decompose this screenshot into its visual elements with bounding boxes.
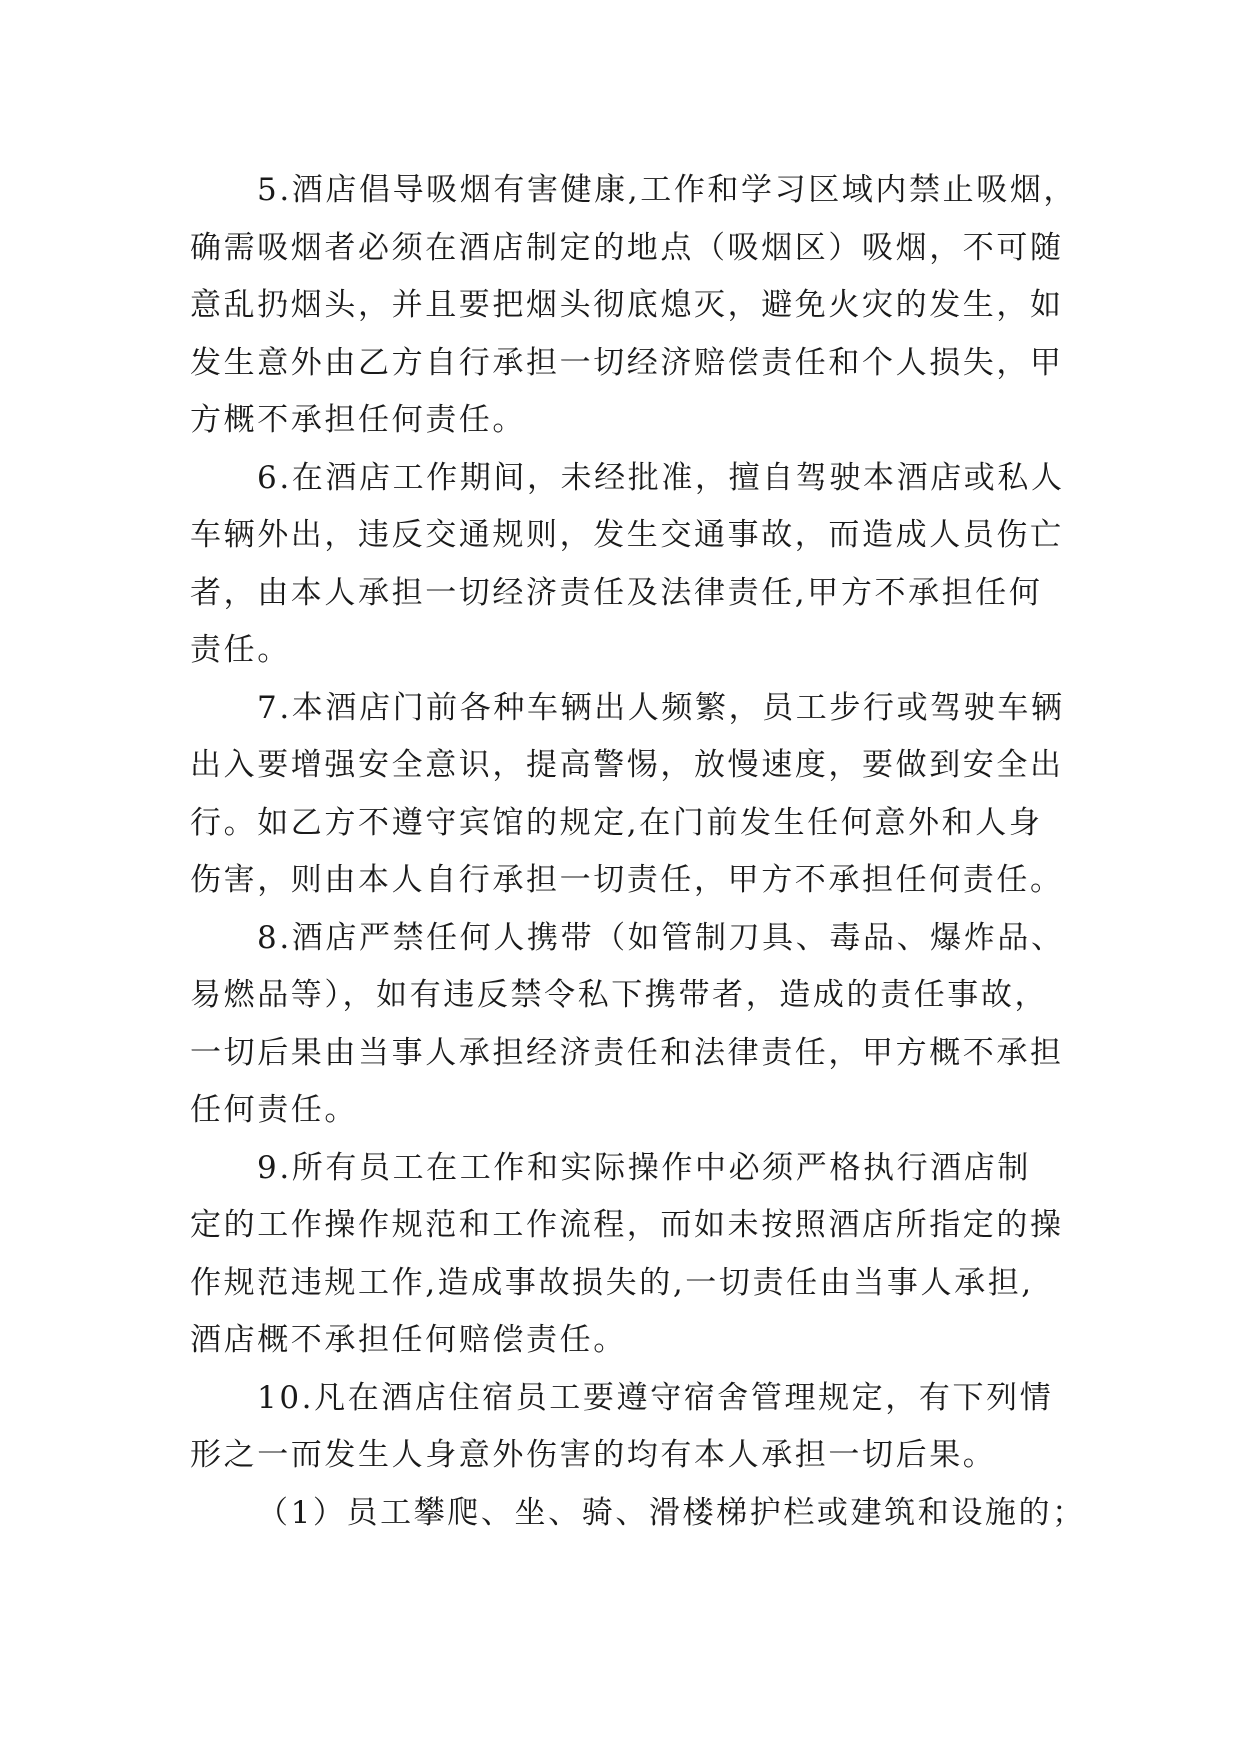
- paragraph-9-line-4: 酒店概不承担任何赔偿责任。: [190, 1322, 627, 1358]
- sub-item-1-line-1: （1）员工攀爬、坐、骑、滑楼梯护栏或建筑和设施的；: [257, 1494, 1086, 1531]
- paragraph-6-line-2: 车辆外出，违反交通规则，发生交通事故，而造成人员伤亡: [190, 517, 1064, 553]
- paragraph-8-line-1: 8.酒店严禁任何人携带（如管制刀具、毒品、爆炸品、: [257, 919, 1065, 956]
- paragraph-8-line-3: 一切后果由当事人承担经济责任和法律责任，甲方概不承担: [190, 1034, 1064, 1071]
- paragraph-6-line-1: 6.在酒店工作期间，未经批准，擅自驾驶本酒店或私人: [257, 459, 1065, 496]
- paragraph-5-line-1: 5.酒店倡导吸烟有害健康,工作和学习区域内禁止吸烟，: [257, 172, 1078, 208]
- paragraph-6-line-4: 责任。: [190, 632, 291, 668]
- paragraph-5-line-3: 意乱扔烟头，并且要把烟头彻底熄灭，避免火灾的发生，如: [190, 287, 1064, 323]
- paragraph-5-line-4: 发生意外由乙方自行承担一切经济赔偿责任和个人损失，甲: [190, 344, 1064, 381]
- paragraph-7-line-4: 伤害，则由本人自行承担一切责任，甲方不承担任何责任。: [190, 862, 1064, 898]
- paragraph-9-line-3: 作规范违规工作,造成事故损失的,一切责任由当事人承担,: [190, 1264, 1034, 1301]
- paragraph-5-line-5: 方概不承担任何责任。: [190, 402, 526, 438]
- paragraph-7-line-2: 出入要增强安全意识，提高警惕，放慢速度，要做到安全出: [190, 747, 1064, 783]
- paragraph-7-line-3: 行。如乙方不遵守宾馆的规定,在门前发生任何意外和人身: [190, 804, 1043, 841]
- paragraph-10-line-1: 10.凡在酒店住宿员工要遵守宿舍管理规定，有下列情: [257, 1379, 1054, 1416]
- paragraph-7-line-1: 7.本酒店门前各种车辆出人频繁，员工步行或驾驶车辆: [257, 689, 1065, 726]
- paragraph-10-line-2: 形之一而发生人身意外伤害的均有本人承担一切后果。: [190, 1437, 997, 1473]
- paragraph-8-line-2: 易燃品等），如有违反禁令私下携带者，造成的责任事故，: [190, 977, 1049, 1013]
- paragraph-8-line-4: 任何责任。: [190, 1092, 358, 1128]
- paragraph-9-line-2: 定的工作操作规范和工作流程，而如未按照酒店所指定的操: [190, 1207, 1064, 1243]
- paragraph-9-line-1: 9.所有员工在工作和实际操作中必须严格执行酒店制: [257, 1149, 1031, 1186]
- paragraph-6-line-3: 者，由本人承担一切经济责任及法律责任,甲方不承担任何: [190, 574, 1043, 611]
- paragraph-5-line-2: 确需吸烟者必须在酒店制定的地点（吸烟区）吸烟，不可随: [190, 229, 1064, 266]
